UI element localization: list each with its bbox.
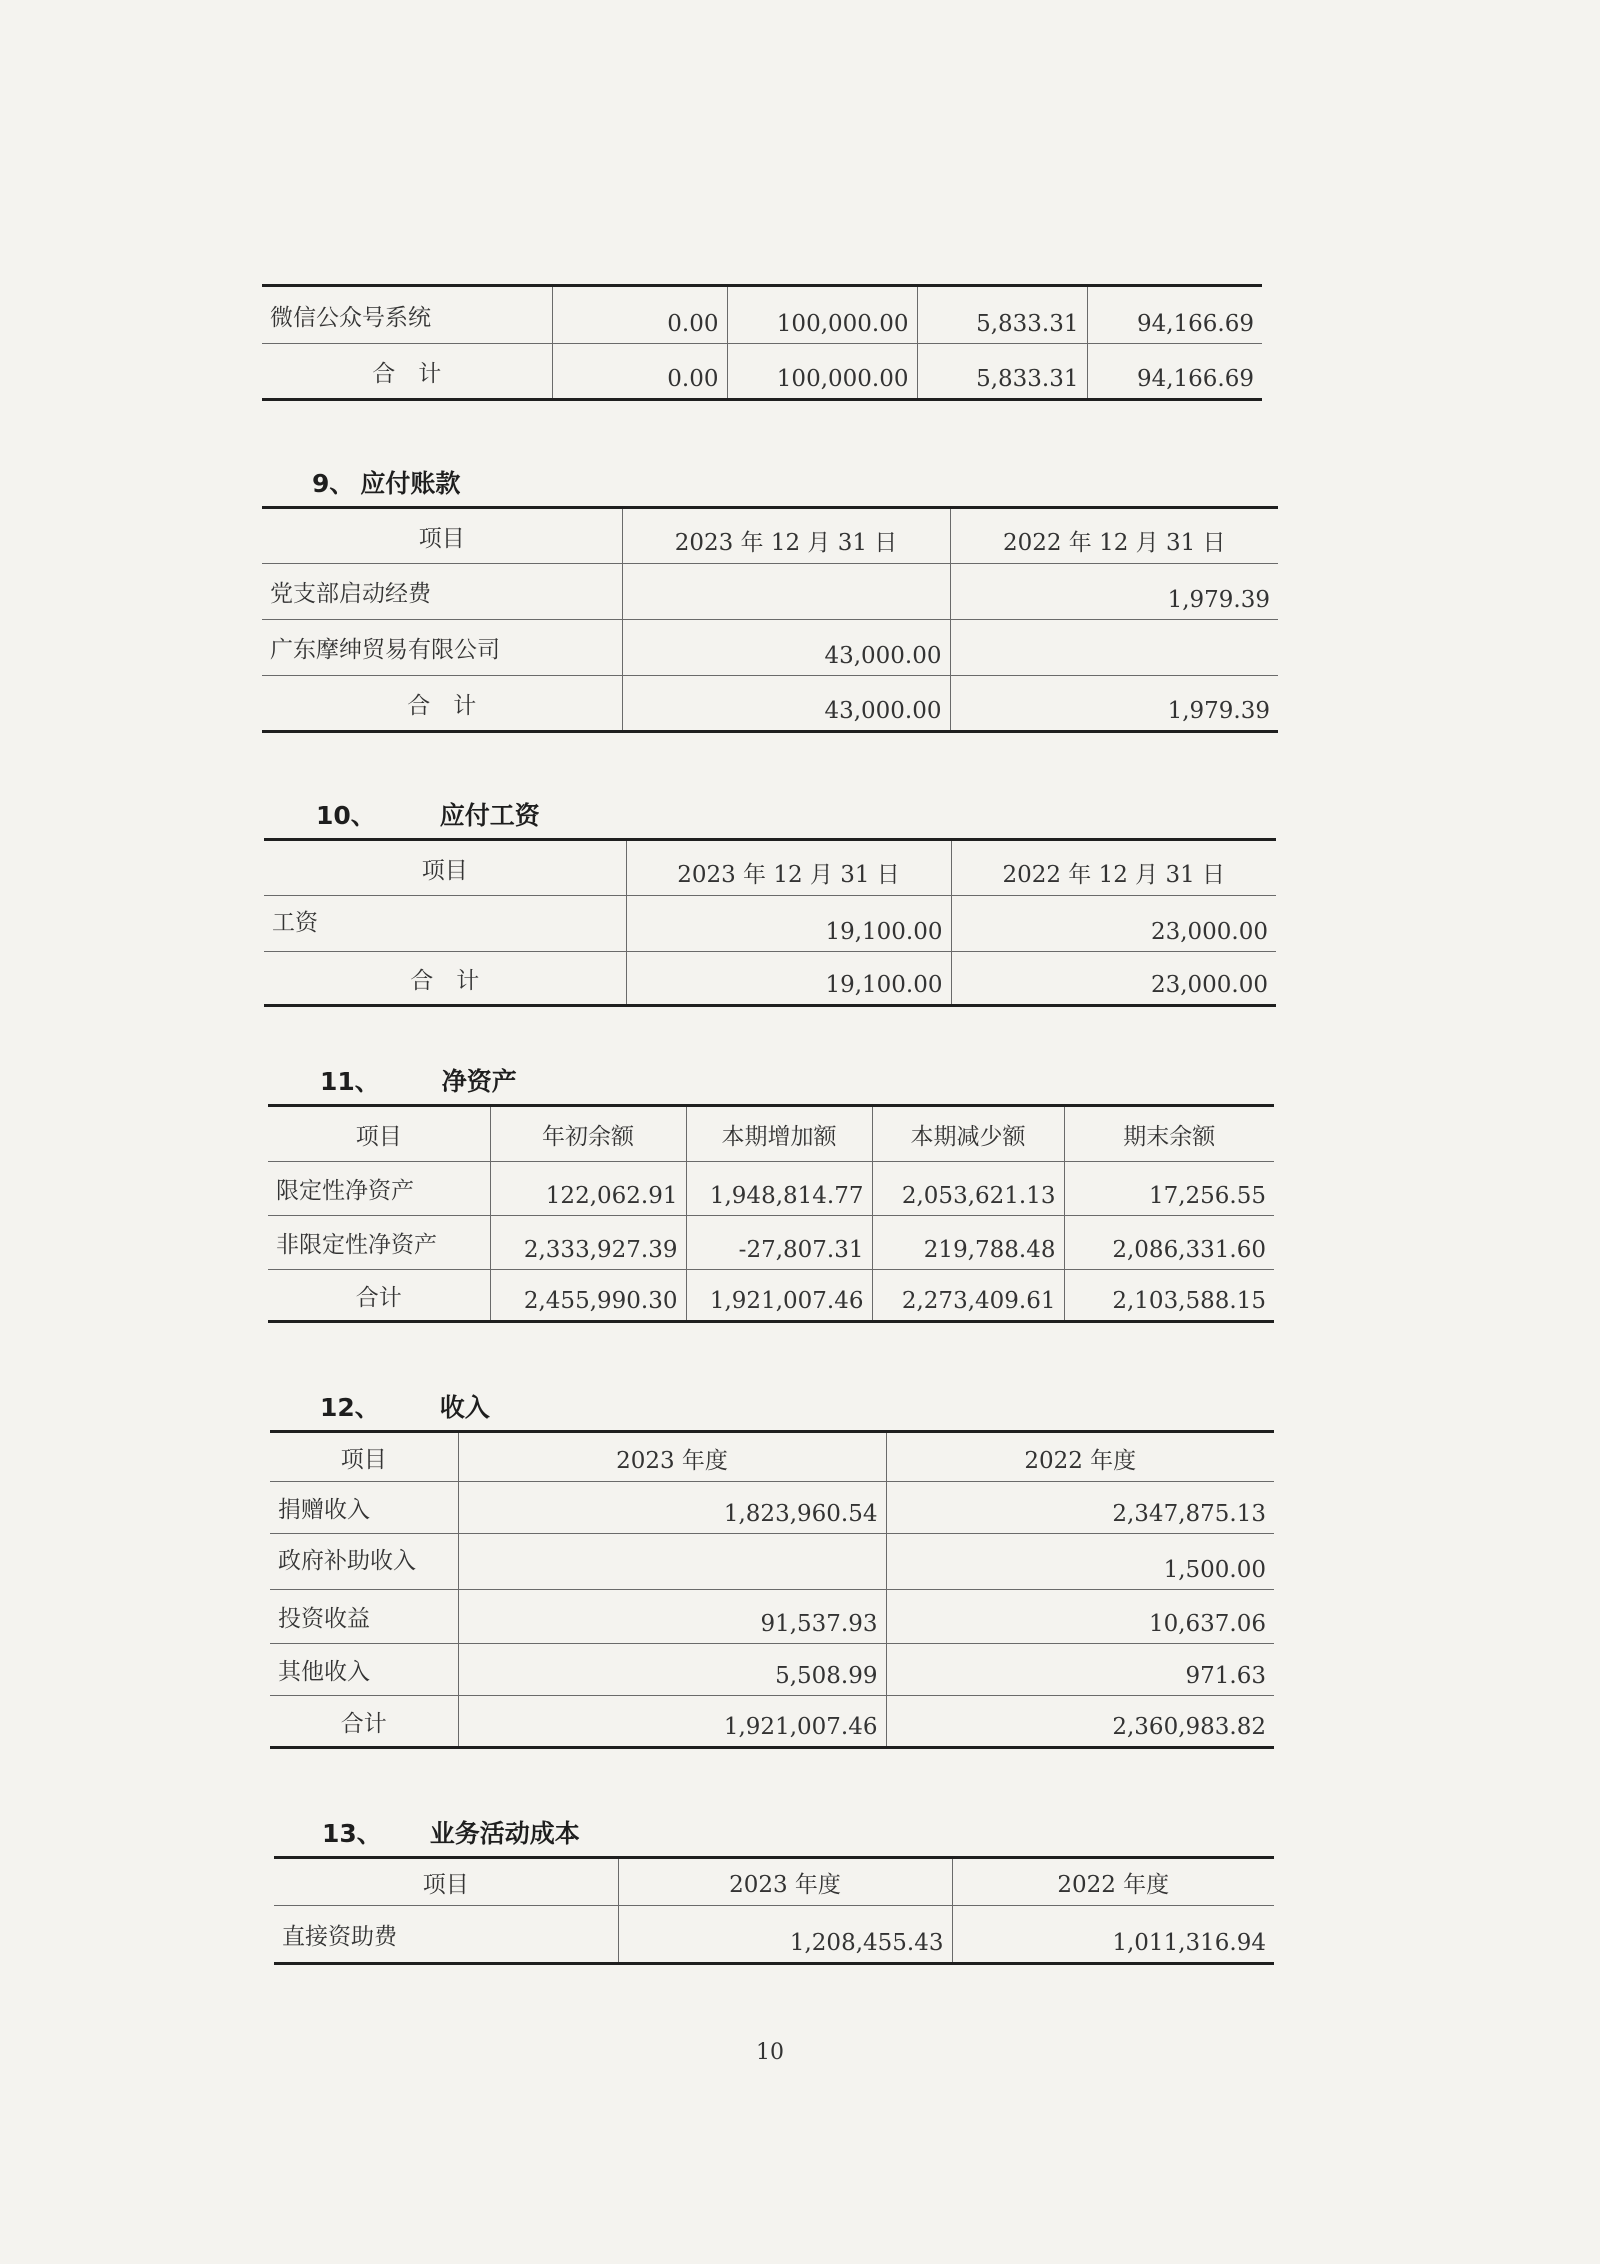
column-header: 本期减少额 [872,1106,1064,1162]
row-label: 政府补助收入 [270,1534,458,1590]
cell-value: 1,208,455.43 [618,1906,952,1964]
cell-value: 1,823,960.54 [458,1482,886,1534]
section-number: 9、 [312,469,355,498]
section-number: 11、 [320,1067,380,1096]
table-row-total [268,1270,1274,1322]
table-row [274,1906,1274,1964]
row-label: 其他收入 [270,1644,458,1696]
cell-value: 1,921,007.46 [686,1270,872,1322]
cell-value: 43,000.00 [622,676,950,732]
cell-value: 94,166.69 [1087,344,1262,400]
cell-value: 2,103,588.15 [1064,1270,1274,1322]
section-title-net-assets [320,1066,517,1098]
table-header-row [262,508,1278,564]
row-label: 微信公众号系统 [262,286,552,344]
table-row [262,286,1262,344]
table-row-total [270,1696,1274,1748]
cell-value: 94,166.69 [1087,286,1262,344]
cell-value: 23,000.00 [951,896,1276,952]
column-header: 项目 [274,1858,618,1906]
row-label: 限定性净资产 [268,1162,490,1216]
cell-value: 10,637.06 [886,1590,1274,1644]
intangible-assets-table-continued [262,284,1262,401]
cell-value: 5,833.31 [917,286,1087,344]
section-title-income [320,1392,490,1424]
section-number: 12、 [320,1393,380,1422]
cell-value: 1,979.39 [950,564,1278,620]
column-header: 2022 年度 [952,1858,1274,1906]
activity-costs-table [274,1856,1274,1965]
cell-value: 100,000.00 [727,344,917,400]
cell-value: 1,979.39 [950,676,1278,732]
cell-value: 0.00 [552,344,727,400]
table-row [270,1534,1274,1590]
cell-value: 2,053,621.13 [872,1162,1064,1216]
cell-value [458,1534,886,1590]
cell-value: 100,000.00 [727,286,917,344]
table-row [268,1216,1274,1270]
section-title-wages [316,800,540,832]
cell-value: -27,807.31 [686,1216,872,1270]
column-header: 2023 年度 [458,1432,886,1482]
row-label: 广东摩绅贸易有限公司 [262,620,622,676]
cell-value: 2,347,875.13 [886,1482,1274,1534]
cell-value: 1,500.00 [886,1534,1274,1590]
table-row [268,1162,1274,1216]
cell-value: 19,100.00 [626,952,951,1006]
column-header: 本期增加额 [686,1106,872,1162]
cell-value: 5,833.31 [917,344,1087,400]
cell-value: 91,537.93 [458,1590,886,1644]
section-title-activity-costs [322,1818,580,1850]
row-label: 捐赠收入 [270,1482,458,1534]
cell-value: 5,508.99 [458,1644,886,1696]
cell-value: 2,086,331.60 [1064,1216,1274,1270]
table-row [270,1644,1274,1696]
column-header: 期末余额 [1064,1106,1274,1162]
column-header: 2022 年 12 月 31 日 [950,508,1278,564]
cell-value: 1,921,007.46 [458,1696,886,1748]
row-label: 工资 [264,896,626,952]
section-title-payables [312,468,460,500]
column-header: 2023 年 12 月 31 日 [626,840,951,896]
row-label: 直接资助费 [274,1906,618,1964]
row-label: 合 计 [262,676,622,732]
table-row [270,1590,1274,1644]
net-assets-table [268,1104,1274,1323]
cell-value: 1,011,316.94 [952,1906,1274,1964]
cell-value: 0.00 [552,286,727,344]
row-label: 合 计 [264,952,626,1006]
section-name: 应付账款 [360,469,461,498]
column-header: 2022 年 12 月 31 日 [951,840,1276,896]
row-label: 合计 [268,1270,490,1322]
column-header: 2023 年度 [618,1858,952,1906]
table-row-total [262,344,1262,400]
section-number: 13、 [322,1819,382,1848]
cell-value: 2,273,409.61 [872,1270,1064,1322]
cell-value: 1,948,814.77 [686,1162,872,1216]
section-number: 10、 [316,801,376,830]
table-row [264,896,1276,952]
column-header: 2022 年度 [886,1432,1274,1482]
table-row [262,620,1278,676]
cell-value: 43,000.00 [622,620,950,676]
payables-table [262,506,1278,733]
page-number: 10 [756,2040,784,2065]
wages-table [264,838,1276,1007]
table-row-total [264,952,1276,1006]
table-row [270,1482,1274,1534]
cell-value: 122,062.91 [490,1162,686,1216]
cell-value: 23,000.00 [951,952,1276,1006]
table-row [262,564,1278,620]
row-label: 党支部启动经费 [262,564,622,620]
section-name: 净资产 [441,1067,517,1096]
row-label: 合计 [270,1696,458,1748]
income-table [270,1430,1274,1749]
cell-value: 2,360,983.82 [886,1696,1274,1748]
cell-value [950,620,1278,676]
table-row-total [262,676,1278,732]
cell-value: 19,100.00 [626,896,951,952]
column-header: 项目 [270,1432,458,1482]
table-header-row [274,1858,1274,1906]
row-label: 合 计 [262,344,552,400]
column-header: 2023 年 12 月 31 日 [622,508,950,564]
table-header-row [268,1106,1274,1162]
cell-value [622,564,950,620]
table-header-row [264,840,1276,896]
cell-value: 219,788.48 [872,1216,1064,1270]
table-header-row [270,1432,1274,1482]
cell-value: 971.63 [886,1644,1274,1696]
row-label: 投资收益 [270,1590,458,1644]
column-header: 年初余额 [490,1106,686,1162]
column-header: 项目 [268,1106,490,1162]
cell-value: 2,455,990.30 [490,1270,686,1322]
section-name: 应付工资 [439,801,540,830]
column-header: 项目 [262,508,622,564]
row-label: 非限定性净资产 [268,1216,490,1270]
section-name: 业务活动成本 [429,1819,580,1848]
cell-value: 2,333,927.39 [490,1216,686,1270]
section-name: 收入 [439,1393,490,1422]
cell-value: 17,256.55 [1064,1162,1274,1216]
column-header: 项目 [264,840,626,896]
